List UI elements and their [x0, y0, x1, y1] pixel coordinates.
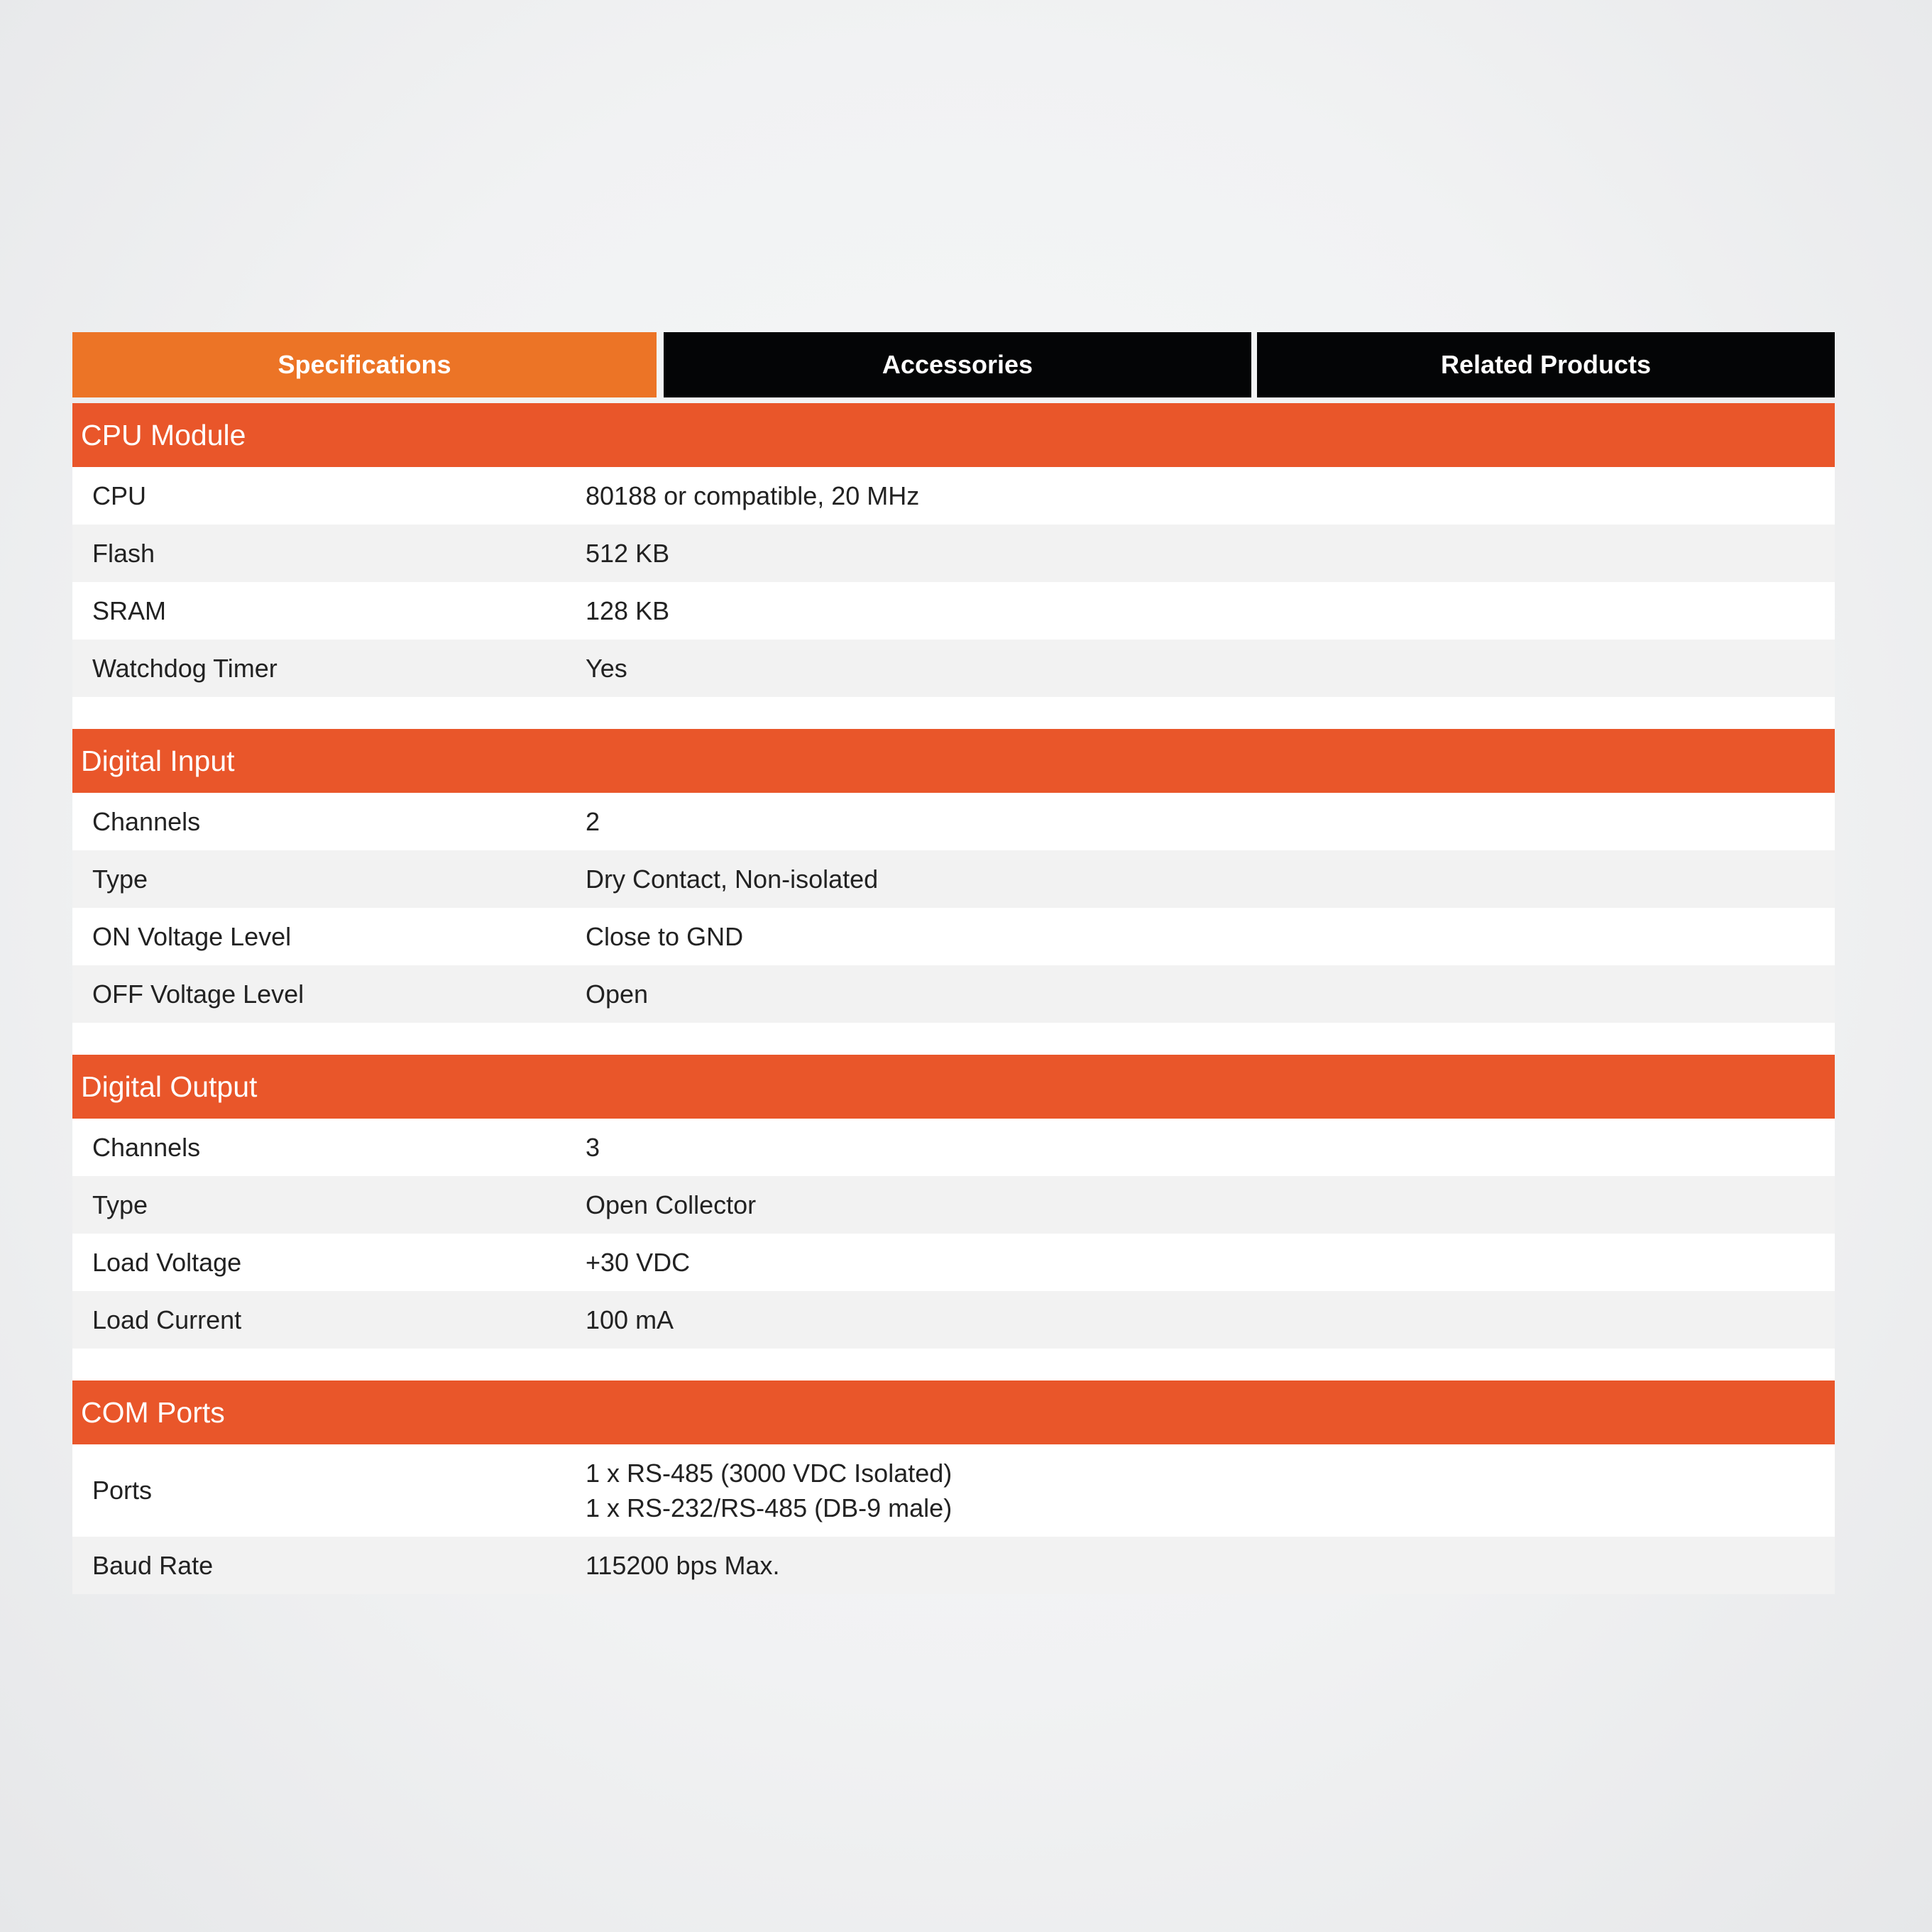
- section-header-digital-output: Digital Output: [72, 1055, 1835, 1119]
- row-value: 115200 bps Max.: [586, 1551, 780, 1580]
- row-value: Open: [586, 979, 649, 1009]
- table-row: [72, 1119, 1835, 1176]
- row-label: Type: [92, 864, 148, 894]
- row-label: Channels: [92, 1132, 201, 1162]
- row-value: 3: [586, 1133, 600, 1162]
- row-value: 2: [586, 807, 600, 836]
- row-value: 128 KB: [586, 596, 670, 625]
- tab-specifications[interactable]: Specifications: [72, 332, 657, 397]
- row-label: Watchdog Timer: [92, 653, 278, 683]
- table-row: [72, 467, 1835, 525]
- table-row: [72, 1234, 1835, 1291]
- row-value: 80188 or compatible, 20 MHz: [586, 481, 920, 510]
- row-value: 100 mA: [586, 1305, 674, 1334]
- tab-bar: [72, 332, 1835, 397]
- row-value: Yes: [586, 654, 627, 683]
- section-header-com-ports: COM Ports: [72, 1381, 1835, 1444]
- row-value-line: 1 x RS-485 (3000 VDC Isolated): [586, 1459, 953, 1488]
- row-label: Channels: [92, 806, 201, 836]
- row-label: SRAM: [92, 595, 167, 625]
- row-label: Load Current: [92, 1305, 242, 1334]
- spec-panel: [72, 332, 1835, 1594]
- row-value: Open Collector: [586, 1190, 757, 1219]
- row-label: Flash: [92, 538, 155, 568]
- row-label: OFF Voltage Level: [92, 979, 304, 1009]
- row-value: Close to GND: [586, 922, 744, 951]
- table-row: [72, 908, 1835, 965]
- table-row: [72, 640, 1835, 697]
- section-spacer: [72, 697, 1835, 729]
- table-row: [72, 582, 1835, 640]
- table-row: [72, 850, 1835, 908]
- row-value-line: 1 x RS-232/RS-485 (DB-9 male): [586, 1493, 953, 1522]
- row-label: Ports: [92, 1476, 153, 1505]
- table-row: [72, 1444, 1835, 1537]
- table-row: [72, 965, 1835, 1023]
- section-header-cpu-module: CPU Module: [72, 403, 1835, 467]
- table-row: [72, 525, 1835, 582]
- table-row: [72, 793, 1835, 850]
- row-value: Dry Contact, Non-isolated: [586, 865, 879, 894]
- table-row: [72, 1176, 1835, 1234]
- row-label: Type: [92, 1190, 148, 1219]
- row-label: ON Voltage Level: [92, 921, 292, 951]
- row-value: +30 VDC: [586, 1248, 691, 1277]
- row-value: 512 KB: [586, 539, 670, 568]
- tab-related-products[interactable]: Related Products: [1257, 332, 1835, 397]
- section-header-digital-input: Digital Input: [72, 729, 1835, 793]
- row-label: Baud Rate: [92, 1550, 214, 1580]
- table-row: [72, 1291, 1835, 1349]
- row-label: CPU: [92, 481, 147, 510]
- row-label: Load Voltage: [92, 1247, 242, 1277]
- section-spacer: [72, 1023, 1835, 1055]
- row-value: [586, 1456, 1835, 1525]
- section-spacer: [72, 1349, 1835, 1381]
- tab-accessories[interactable]: Accessories: [664, 332, 1251, 397]
- table-row: [72, 1537, 1835, 1594]
